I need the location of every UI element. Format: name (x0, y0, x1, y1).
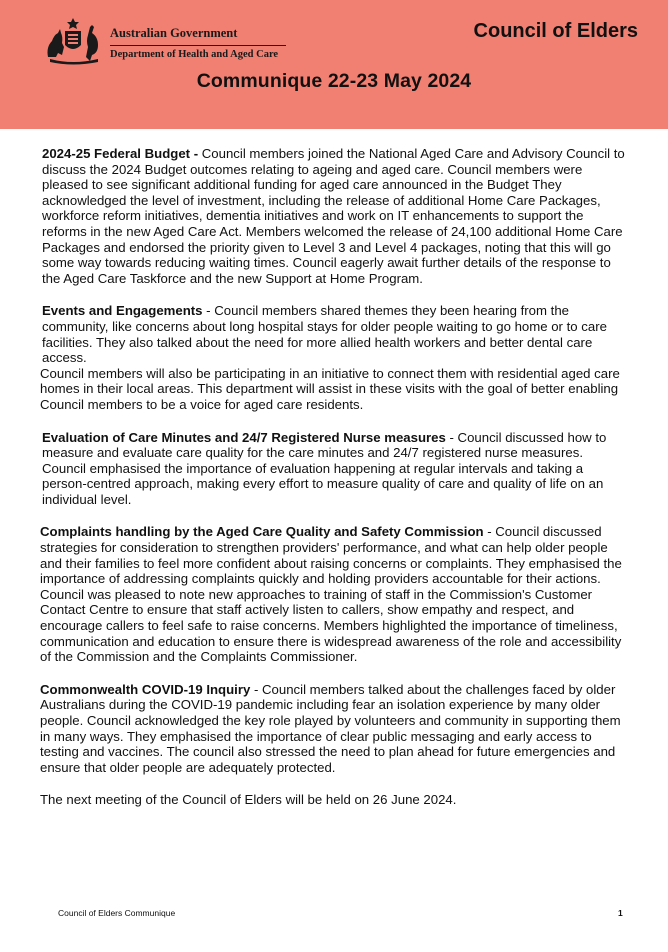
section-heading: Events and Engagements (42, 303, 203, 319)
document-body (42, 146, 628, 825)
government-branding (110, 26, 290, 61)
section-text: - Council discussed strategies for consideration to strengthen providers' performance, and what can help older people and their families to feel more confident about raising concerns or complaints. They emphasised the importance of addressing complaints quickly and holding providers accountable for their actions. Council was pleased to note new approaches to training of staff in the Commission's Customer Contact Centre to ensure that staff actively listen to callers, show empathy and respect, and encourage callers to feel safe to raise concerns. Members highlighted the importance of timeliness, communication and education to ensure there is widespread awareness of the role and accessibility of the Commission and the Complaints Commissioner. (40, 524, 622, 665)
section-covid-inquiry (40, 682, 628, 776)
footer-document-name: Council of Elders Communique (58, 908, 176, 918)
branding-divider (110, 45, 286, 46)
section-text: Council members joined the National Aged Care and Advisory Council to discuss the 2024 Budget outcomes relating to ageing and aged care. Council members were pleased to see significant additional funding for aged care announced in the Budget They acknowledged the level of investment, including the release of additional Home Care Packages, workforce reform initiatives, dementia initiatives and work on IT enhancements to support the reforms in the new Aged Care Act. Members welcomed the release of 24,100 additional Home Care Packages and endorsed the priority given to Level 3 and Level 4 packages, noting that this will go some way towards reducing waiting times. Council eagerly await further details of the response to the Aged Care Taskforce and the new Support at Home Program. (42, 146, 625, 286)
section-complaints-handling (40, 524, 628, 664)
section-heading: 2024-25 Federal Budget - (42, 146, 199, 161)
section-text: - Council members talked about the challenges faced by older Australians during the COVID-19 pandemic including fear an isolation experience by many older people. Council acknowledged the key role played by volunteers and community in supporting them in many ways. They emphasised the importance of clear public messaging and early access to testing and vaccines. The council also stressed the need to plan ahead for future emergencies and ensure that older people are adequately protected. (40, 681, 621, 775)
section-heading: Evaluation of Care Minutes and 24/7 Registered Nurse measures (42, 429, 446, 445)
section-events-engagements (42, 303, 628, 365)
section-events-engagements-continued (40, 366, 628, 413)
section-text: - Council discussed how to measure and evaluate care quality for the care minutes and 24/7 registered nurse measures. Council emphasised the importance of evaluation happening at regular intervals and taking a person-centred approach, making every effort to measure quality of care and quality of life on an individual level. (42, 429, 607, 507)
department-name: Department of Health and Aged Care (110, 49, 279, 60)
section-text: Council members will also be participating in an initiative to connect them with residential aged care homes in their local areas. This department will assist in these visits with the goal of better enabling Council members to be a voice for aged care residents. (40, 365, 620, 412)
communique-subtitle: Communique 22-23 May 2024 (196, 70, 472, 92)
closing-statement: The next meeting of the Council of Elders will be held on 26 June 2024. (40, 792, 457, 808)
document-title: Council of Elders (473, 20, 638, 42)
section-heading: Complaints handling by the Aged Care Quality and Safety Commission (40, 524, 484, 540)
section-care-minutes (42, 430, 628, 508)
footer-page-number: 1 (618, 908, 623, 918)
section-text: - Council members shared themes they been hearing from the community, like concerns about long hospital stays for older people waiting to go home or to care facilities. They also talked about the need for more allied health workers and better dental care access. (42, 303, 607, 366)
header-banner (0, 0, 668, 129)
government-name: Australian Government (110, 26, 238, 40)
coat-of-arms-icon (42, 17, 104, 65)
section-heading: Commonwealth COVID-19 Inquiry (40, 681, 251, 697)
section-federal-budget (42, 146, 628, 286)
